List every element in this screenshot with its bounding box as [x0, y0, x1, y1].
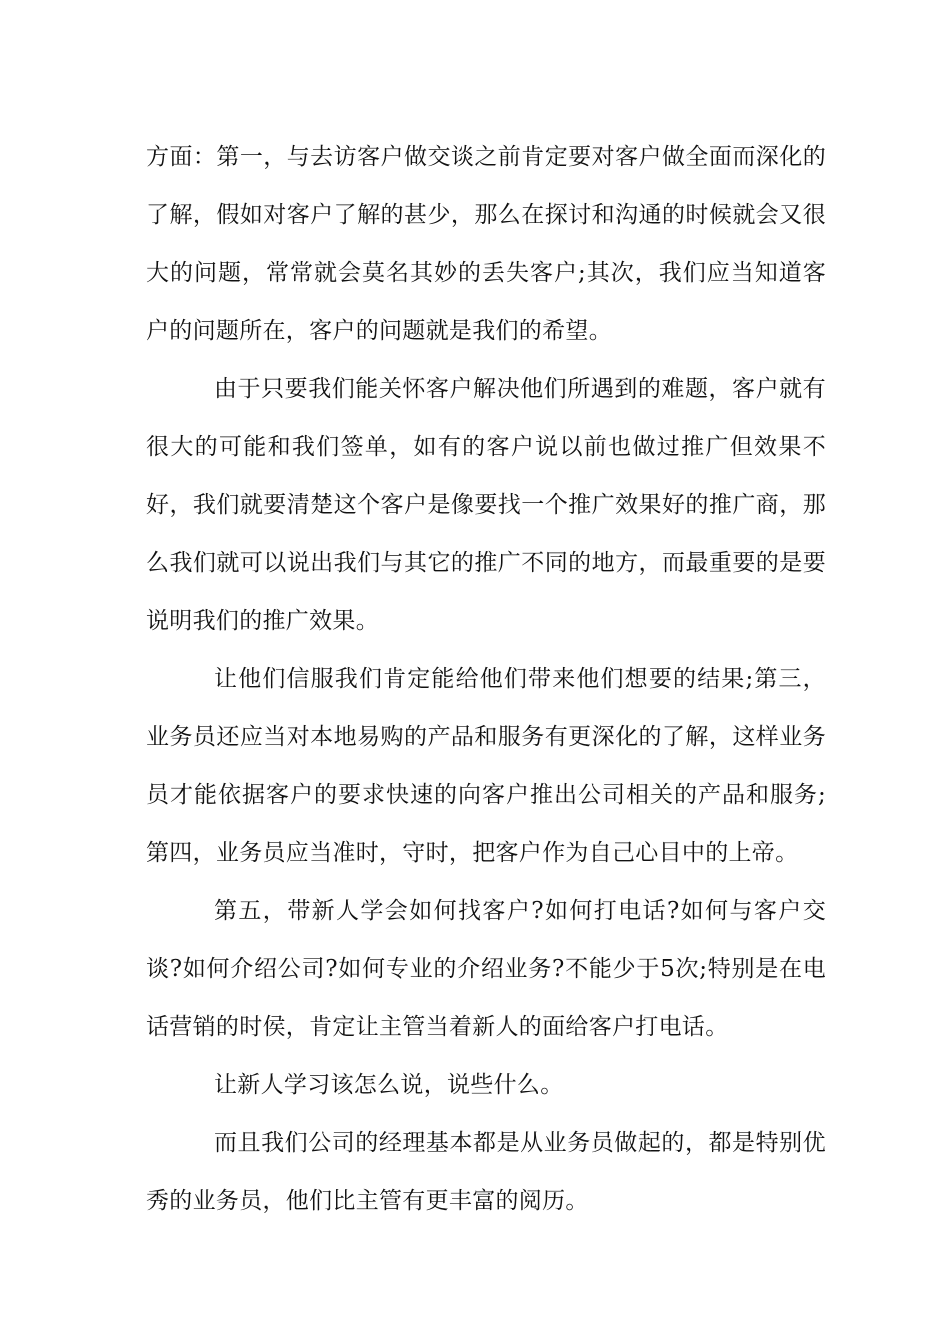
paragraph-5: 让新人学习该怎么说，说些什么。 [214, 1072, 564, 1098]
paragraph-3: 让他们信服我们肯定能给他们带来他们想要的结果;第三，业务员还应当对本地易购的产品和服务有更深化的了解，这样业务员才能依据客户的要求快速的向客户推出公司相关的产品和服务;第四，业务员应当准时，守时，把客户作为自己心目中的上帝。 [146, 666, 826, 866]
paragraph-2: 由于只要我们能关怀客户解决他们所遇到的难题，客户就有很大的可能和我们签单，如有的客户说以前也做过推广但效果不好，我们就要清楚这个客户是像要找一个推广效果好的推广商，那么我们就可以说出我们与其它的推广不同的地方，而最重要的是要说明我们的推广效果。 [146, 376, 826, 634]
paragraph-6: 而且我们公司的经理基本都是从业务员做起的，都是特别优秀的业务员，他们比主管有更丰富的阅历。 [146, 1130, 826, 1214]
paragraph-4: 第五，带新人学会如何找客户?如何打电话?如何与客户交谈?如何介绍公司?如何专业的介绍业务?不能少于5次;特别是在电话营销的时侯，肯定让主管当着新人的面给客户打电话。 [146, 898, 826, 1040]
paragraph-1: 方面：第一，与去访客户做交谈之前肯定要对客户做全面而深化的了解，假如对客户了解的甚少，那么在探讨和沟通的时候就会又很大的问题，常常就会莫名其妙的丢失客户;其次，我们应当知道客户的问题所在，客户的问题就是我们的希望。 [146, 144, 826, 344]
document-body [146, 128, 826, 1230]
